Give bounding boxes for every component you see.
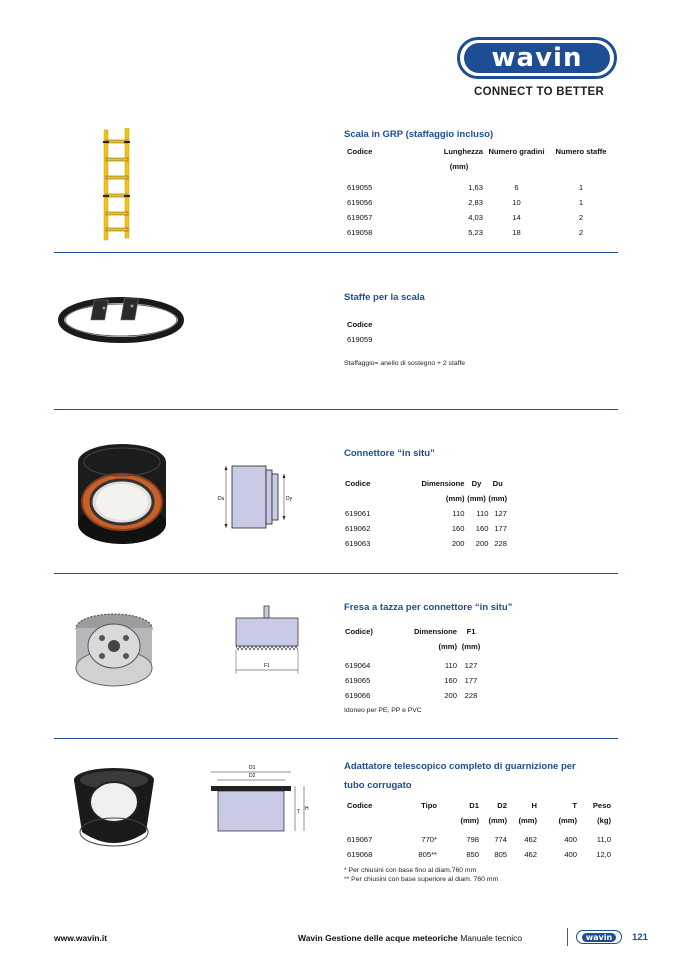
table-header-row: Codice Dimensione Dy Du: [345, 479, 503, 488]
holesaw-title: Fresa a tazza per connettore “in situ”: [344, 602, 513, 613]
table-units-row: (mm) (mm) (mm) (mm) (kg): [460, 816, 611, 825]
footer-title: [298, 933, 522, 943]
footer-website[interactable]: www.wavin.it: [54, 933, 108, 943]
label-d1: D1: [249, 765, 256, 771]
tagline: CONNECT TO BETTER: [474, 86, 605, 98]
brackets-title: Staffe per la scala: [344, 292, 425, 303]
adapter-note-1: * Per chiusini con base fino al diam.760 mm: [344, 867, 477, 874]
ladder-image: [98, 128, 138, 243]
table-row: 619055 1,63 6 1: [347, 183, 584, 192]
footer-logo: [576, 930, 622, 944]
footer-logo-text: wavin: [582, 933, 616, 942]
section-divider: [54, 573, 618, 574]
footer-title-bold: Wavin Gestione delle acque meteoriche: [298, 933, 458, 943]
connector-table: [345, 476, 507, 551]
holesaw-image: [64, 598, 164, 698]
unit-lunghezza: (mm): [449, 162, 469, 171]
table-row: 619062 160 160 177: [345, 524, 507, 533]
section-divider: [54, 252, 618, 253]
holesaw-note: Idoneo per PE, PP e PVC: [344, 707, 422, 714]
table-header-row: [347, 144, 612, 159]
table-row: 619064 110 127: [345, 661, 478, 670]
brackets-image: [56, 290, 186, 350]
footer-divider: [567, 928, 568, 946]
table-header-row: Codice) Dimensione F1: [345, 627, 476, 636]
col-gradini: Numero gradini: [488, 147, 545, 156]
adapter-note-2: ** Per chiusini con base superiore al diam. 760 mm: [344, 876, 499, 883]
adapter-notes: [344, 866, 498, 884]
col-staffe: Numero staffe: [555, 147, 607, 156]
adapter-image: [64, 762, 164, 862]
adapter-title-line1: Adattatore telescopico completo di guarnizione per: [344, 761, 576, 772]
col-codice: Codice: [347, 147, 373, 156]
table-row: 619058 5,23 18 2: [347, 228, 584, 237]
holesaw-table: [345, 624, 485, 703]
connector-title: Connettore “in situ”: [344, 448, 435, 459]
table-row: 619065 160 177: [345, 676, 478, 685]
adapter-drawing: [205, 758, 310, 838]
brackets-note: Staffaggio= anello di sostegno + 2 staffe: [344, 360, 466, 367]
label-f1: F1: [264, 663, 270, 669]
brackets-code: 619059: [347, 335, 373, 344]
adapter-table: [347, 798, 611, 862]
page-number: 121: [632, 932, 648, 943]
label-dy: Dy: [286, 496, 293, 502]
adapter-title: [344, 757, 576, 795]
brackets-header: Codice: [347, 320, 373, 329]
section-divider: [54, 409, 618, 410]
table-row: 619063 200 200 228: [345, 539, 507, 548]
ladder-title: Scala in GRP (staffaggio incluso): [344, 129, 494, 140]
footer-title-rest: Manuale tecnico: [457, 933, 523, 943]
col-lunghezza: Lunghezza: [443, 147, 483, 156]
table-row: 619067 770* 798 774 462 400 11,0: [347, 835, 611, 844]
holesaw-drawing: [230, 604, 305, 679]
logo-text: wavin: [464, 43, 610, 73]
connector-drawing: [214, 456, 299, 538]
table-header-row: Codice Tipo D1 D2 H T Peso: [347, 801, 611, 810]
label-h: H: [305, 806, 309, 812]
table-row: 619056 2,83 10 1: [347, 198, 584, 207]
table-units-row: (mm) (mm): [438, 642, 481, 651]
wavin-logo: [457, 37, 617, 79]
label-du: Du: [218, 496, 225, 502]
connector-image: [64, 440, 174, 552]
table-row: 619068 805** 850 805 462 400 12,0: [347, 850, 611, 859]
table-units-row: (mm) (mm) (mm): [445, 494, 507, 503]
table-row: 619061 110 110 127: [345, 509, 507, 518]
label-t: T: [297, 809, 301, 815]
adapter-title-line2: tubo corrugato: [344, 780, 412, 791]
ladder-table: [347, 144, 612, 240]
section-divider: [54, 738, 618, 739]
label-d2: D2: [249, 773, 256, 779]
table-row: 619066 200 228: [345, 691, 478, 700]
table-units-row: [347, 159, 612, 174]
table-row: 619057 4,03 14 2: [347, 213, 584, 222]
